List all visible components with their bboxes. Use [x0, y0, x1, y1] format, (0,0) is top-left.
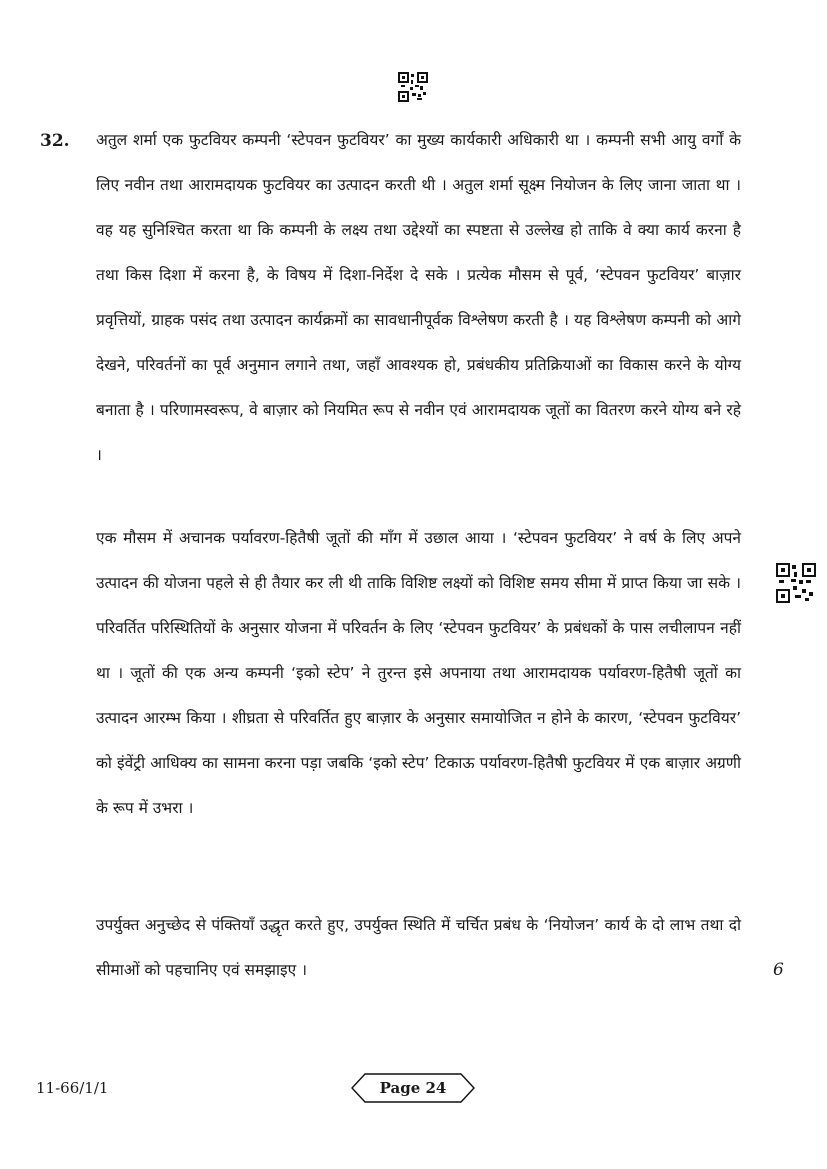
- question-marks: 6: [773, 960, 784, 980]
- qr-code-side: [776, 563, 816, 603]
- question-prompt: उपर्युक्त अनुच्छेद से पंक्तियाँ उद्धृत करते हुए, उपर्युक्त स्थिति में चर्चित प्रबंध के ‘नियोजन’ कार्य के दो लाभ तथा दो सीमाओं को पहचानिए एवं समझाइए ।: [96, 916, 741, 979]
- page-number: Page 24: [379, 1079, 447, 1097]
- question-paragraph-2: एक मौसम में अचानक पर्यावरण-हितैषी जूतों की माँग में उछाल आया । ‘स्टेपवन फुटवियर’ ने वर्ष के लिए अपने उत्पादन की योजना पहले से ही तैयार कर ली थी ताकि विशिष्ट लक्ष्यों को विशिष्ट समय सीमा में प्राप्त किया जा सके । परिवर्तित परिस्थितियों के अनुसार योजना में परिवर्तन के लिए ‘स्टेपवन फुटवियर’ के प्रबंधकों के पास लचीलापन नहीं था । जूतों की एक अन्य कम्पनी ‘इको स्टेप’ ने तुरन्त इसे अपनाया तथा आरामदायक पर्यावरण-हितैषी जूतों का उत्पादन आरम्भ किया । शीघ्रता से परिवर्तित हुए बाज़ार के अनुसार समायोजित न होने के कारण, ‘स्टेपवन फुटवियर’ को इंवेंट्री आधिक्य का सामना करना पड़ा जबकि ‘इको स्टेप’ टिकाऊ पर्यावरण-हितैषी फुटवियर में एक बाज़ार अग्रणी के रूप में उभरा ।: [96, 529, 741, 817]
- qr-code-top: [398, 72, 428, 102]
- question-number: 32.: [40, 131, 70, 151]
- paper-code: 11-66/1/1: [36, 1079, 109, 1097]
- question-paragraph-1: अतुल शर्मा एक फुटवियर कम्पनी ‘स्टेपवन फुटवियर’ का मुख्य कार्यकारी अधिकारी था । कम्पनी सभी आयु वर्गों के लिए नवीन तथा आरामदायक फुटवियर का उत्पादन करती थी । अतुल शर्मा सूक्ष्म नियोजन के लिए जाना जाता था । वह यह सुनिश्चित करता था कि कम्पनी के लक्ष्य तथा उद्देश्यों का स्पष्टता से उल्लेख हो ताकि वे क्या कार्य करना है तथा किस दिशा में करना है, के विषय में दिशा-निर्देश दे सके । प्रत्येक मौसम से पूर्व, ‘स्टेपवन फुटवियर’ बाज़ार प्रवृत्तियों, ग्राहक पसंद तथा उत्पादन कार्यक्रमों का सावधानीपूर्वक विश्लेषण करती है । यह विश्लेषण कम्पनी को आगे देखने, परिवर्तनों का पूर्व अनुमान लगाने तथा, जहाँ आवश्यक हो, प्रबंधकीय प्रतिक्रियाओं का विकास करने के योग्य बनाता है । परिणामस्वरूप, वे बाज़ार को नियमित रूप से नवीन एवं आरामदायक जूतों का वितरण करने योग्य बने रहे ।: [96, 131, 741, 464]
- page-number-badge: [351, 1073, 475, 1103]
